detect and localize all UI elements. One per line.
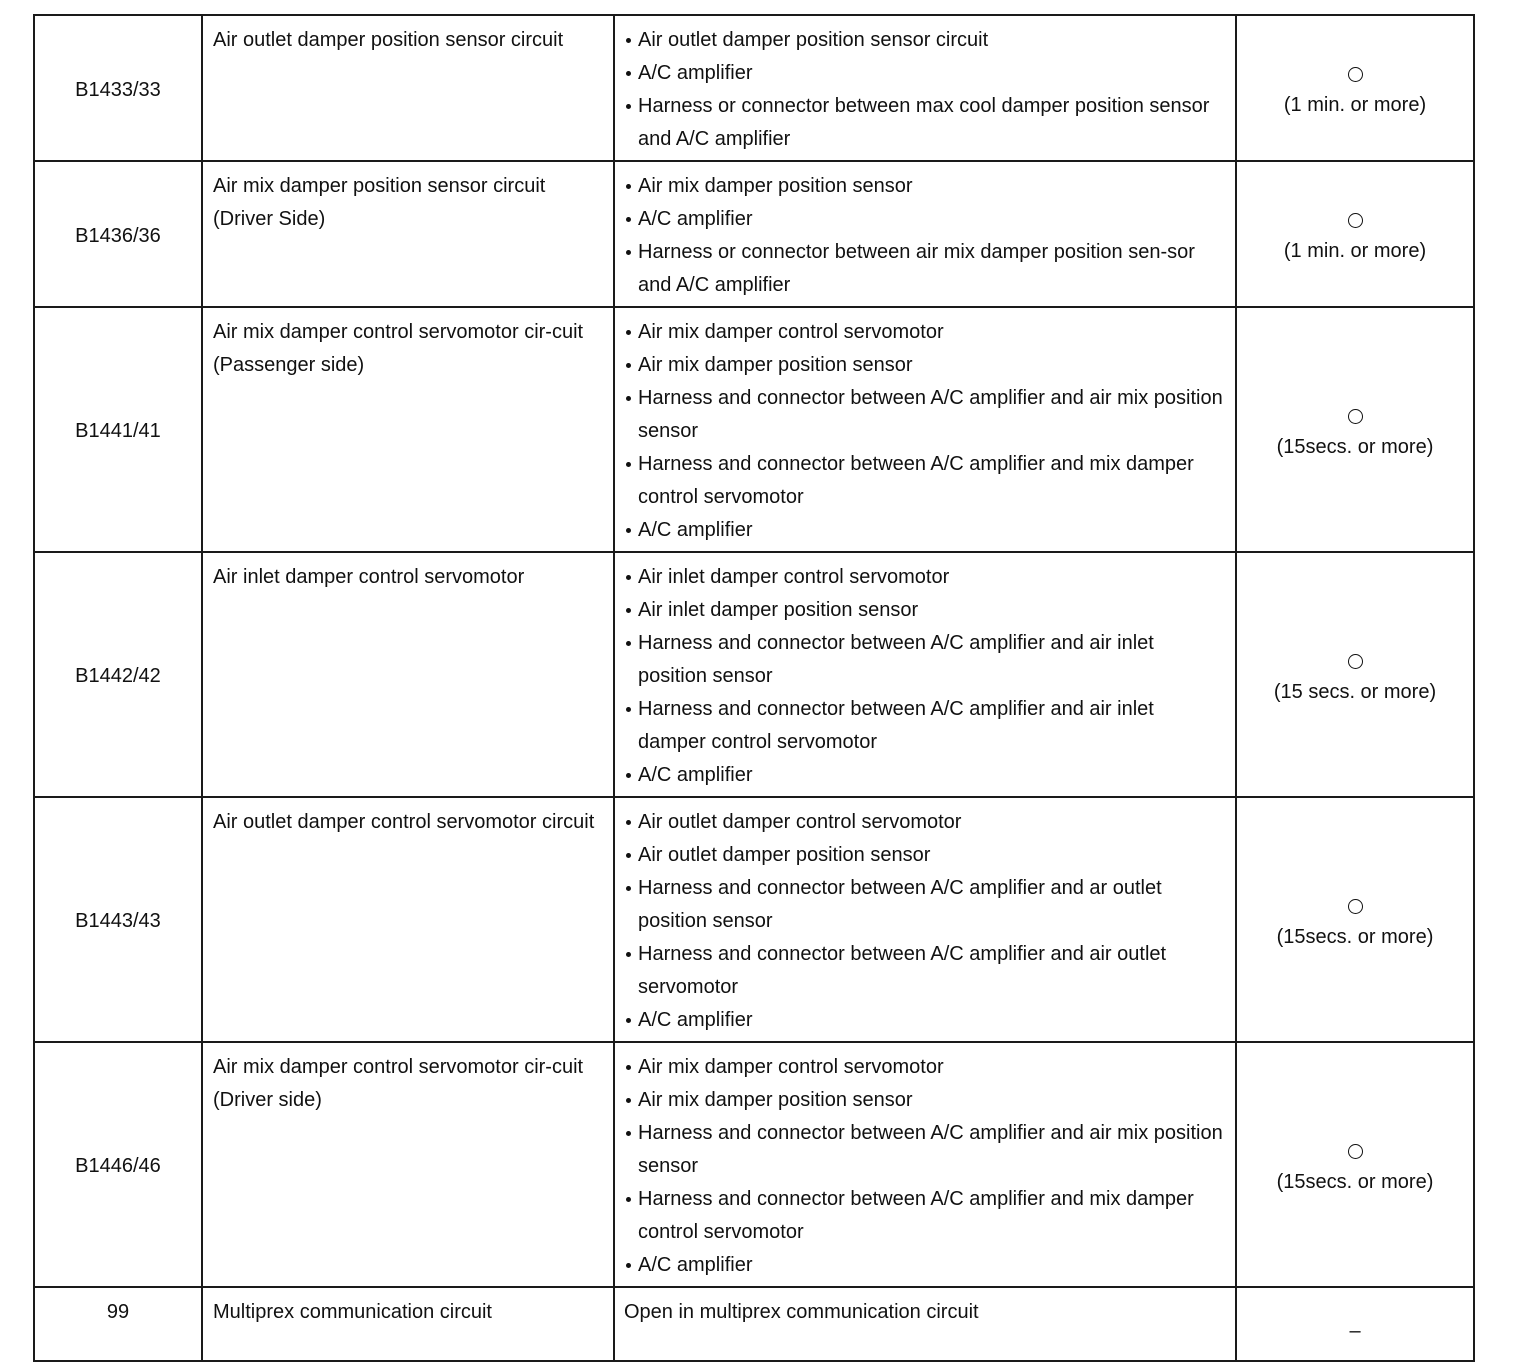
memory-cell bbox=[1236, 15, 1474, 161]
list-item: Harness and connector between A/C amplifier and air outlet servomotor bbox=[624, 938, 1227, 1004]
memory-cell bbox=[1236, 161, 1474, 307]
list-item: Harness or connector between max cool damper position sensor and A/C amplifier bbox=[624, 90, 1227, 156]
list-item: A/C amplifier bbox=[624, 759, 1227, 792]
dtc-code: B1443/43 bbox=[34, 797, 202, 1042]
detection-item: Air mix damper position sensor circuit (Driver Side) bbox=[202, 161, 614, 307]
list-item: A/C amplifier bbox=[624, 1249, 1227, 1282]
list-item: Air outlet damper control servomotor bbox=[624, 806, 1227, 839]
list-item: Harness and connector between A/C amplifier and mix damper control servomotor bbox=[624, 1183, 1227, 1249]
memory-cell bbox=[1236, 307, 1474, 552]
memory-cell bbox=[1236, 552, 1474, 797]
list-item: Air outlet damper position sensor bbox=[624, 839, 1227, 872]
list-item: Harness or connector between air mix damper position sen-sor and A/C amplifier bbox=[624, 236, 1227, 302]
detection-item: Air inlet damper control servomotor bbox=[202, 552, 614, 797]
list-item: Air mix damper position sensor bbox=[624, 349, 1227, 382]
table-row bbox=[34, 15, 1474, 161]
dtc-code: B1433/33 bbox=[34, 15, 202, 161]
list-item: Harness and connector between A/C amplifier and air mix position sensor bbox=[624, 1117, 1227, 1183]
table-row bbox=[34, 307, 1474, 552]
list-item: Air inlet damper control servomotor bbox=[624, 561, 1227, 594]
dtc-code: B1446/46 bbox=[34, 1042, 202, 1287]
table-row bbox=[34, 1042, 1474, 1287]
list-item: Harness and connector between A/C amplifier and air inlet position sensor bbox=[624, 627, 1227, 693]
list-item: A/C amplifier bbox=[624, 514, 1227, 547]
trouble-area bbox=[614, 797, 1236, 1042]
detection-item: Air outlet damper position sensor circuit bbox=[202, 15, 614, 161]
trouble-area bbox=[614, 161, 1236, 307]
list-item: Harness and connector between A/C amplifier and mix damper control servomotor bbox=[624, 448, 1227, 514]
trouble-area-list bbox=[624, 24, 1227, 156]
dtc-table bbox=[33, 14, 1475, 1362]
list-item: A/C amplifier bbox=[624, 203, 1227, 236]
list-item: Air mix damper control servomotor bbox=[624, 1051, 1227, 1084]
dtc-code: B1441/41 bbox=[34, 307, 202, 552]
memory-cell bbox=[1236, 797, 1474, 1042]
table-row bbox=[34, 552, 1474, 797]
trouble-area-list bbox=[624, 316, 1227, 547]
detection-item: Air outlet damper control servomotor circuit bbox=[202, 797, 614, 1042]
dtc-code: B1436/36 bbox=[34, 161, 202, 307]
list-item: A/C amplifier bbox=[624, 57, 1227, 90]
memory-condition: (1 min. or more) bbox=[1283, 240, 1427, 262]
list-item: Harness and connector between A/C amplifier and ar outlet position sensor bbox=[624, 872, 1227, 938]
memory-condition: (15secs. or more) bbox=[1276, 435, 1434, 458]
memory-condition: (15secs. or more) bbox=[1276, 1170, 1434, 1193]
circle-icon bbox=[1348, 899, 1363, 914]
detection-item: Air mix damper control servomotor cir-cuit (Driver side) bbox=[202, 1042, 614, 1287]
list-item: Air inlet damper position sensor bbox=[624, 594, 1227, 627]
circle-icon bbox=[1348, 67, 1363, 82]
dtc-code: B1442/42 bbox=[34, 552, 202, 797]
table-row bbox=[34, 161, 1474, 307]
detection-item: Air mix damper control servomotor cir-cuit (Passenger side) bbox=[202, 307, 614, 552]
memory-cell bbox=[1236, 1042, 1474, 1287]
memory-condition: – bbox=[1349, 1319, 1361, 1342]
trouble-area bbox=[614, 1042, 1236, 1287]
trouble-area bbox=[614, 15, 1236, 161]
trouble-area-list bbox=[624, 1051, 1227, 1282]
dtc-code: 99 bbox=[34, 1287, 202, 1361]
list-item: Air outlet damper position sensor circuit bbox=[624, 24, 1227, 57]
table-row bbox=[34, 1287, 1474, 1361]
memory-condition: (15 secs. or more) bbox=[1273, 680, 1437, 703]
detection-item: Multiprex communication circuit bbox=[202, 1287, 614, 1361]
list-item: Harness and connector between A/C amplifier and air mix position sensor bbox=[624, 382, 1227, 448]
list-item: Air mix damper position sensor bbox=[624, 1084, 1227, 1117]
trouble-area bbox=[614, 307, 1236, 552]
list-item: A/C amplifier bbox=[624, 1004, 1227, 1037]
trouble-area-list bbox=[624, 561, 1227, 792]
memory-condition: (15secs. or more) bbox=[1276, 925, 1434, 948]
trouble-area-list bbox=[624, 170, 1227, 302]
circle-icon bbox=[1348, 654, 1363, 669]
circle-icon bbox=[1348, 1144, 1363, 1159]
circle-icon bbox=[1348, 409, 1363, 424]
circle-icon bbox=[1348, 213, 1363, 228]
table-row bbox=[34, 797, 1474, 1042]
list-item: Harness and connector between A/C amplifier and air inlet damper control servomotor bbox=[624, 693, 1227, 759]
trouble-area bbox=[614, 552, 1236, 797]
memory-cell bbox=[1236, 1287, 1474, 1361]
list-item: Air mix damper position sensor bbox=[624, 170, 1227, 203]
list-item: Air mix damper control servomotor bbox=[624, 316, 1227, 349]
trouble-area: Open in multiprex communication circuit bbox=[614, 1287, 1236, 1361]
memory-condition: (1 min. or more) bbox=[1283, 94, 1427, 116]
trouble-area-list bbox=[624, 806, 1227, 1037]
